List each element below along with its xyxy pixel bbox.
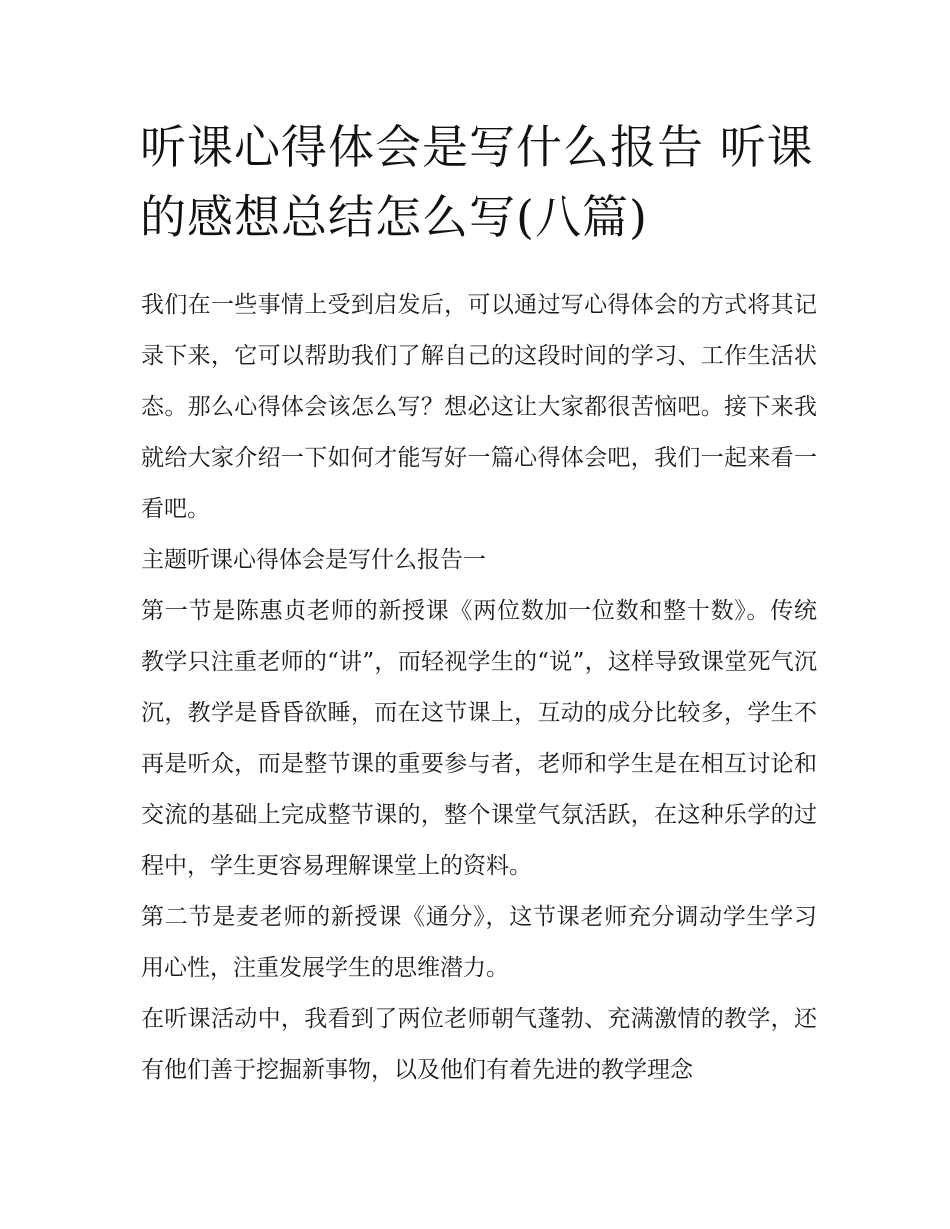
document-title: 听课心得体会是写什么报告 听课的感想总结怎么写(八篇) xyxy=(140,120,814,244)
body-paragraph: 在听课活动中，我看到了两位老师朝气蓬勃、充满激情的教学，还有他们善于挖掘新事物，以及他们有着先进的教学理念 xyxy=(141,1006,817,1083)
document-body xyxy=(141,280,817,1096)
body-paragraph: 第一节是陈惠贞老师的新授课《两位数加一位数和整十数》。传统教学只注重老师的“讲”，而轻视学生的“说”，这样导致课堂死气沉沉，教学是昏昏欲睡，而在这节课上，互动的成分比较多，学生不再是听众，而是整节课的重要参与者，老师和学生是在相互讨论和交流的基础上完成整节课的，整个课堂气氛活跃，在这种乐学的过程中，学生更容易理解课堂上的资料。 xyxy=(141,598,817,879)
body-paragraph: 第二节是麦老师的新授课《通分》，这节课老师充分调动学生学习用心性，注重发展学生的思维潜力。 xyxy=(141,904,817,981)
intro-paragraph: 我们在一些事情上受到启发后，可以通过写心得体会的方式将其记录下来，它可以帮助我们了解自己的这段时间的学习、工作生活状态。那么心得体会该怎么写？想必这让大家都很苦恼吧。接下来我就给大家介绍一下如何才能写好一篇心得体会吧，我们一起来看一看吧。 xyxy=(141,292,817,522)
section-heading: 主题听课心得体会是写什么报告一 xyxy=(141,547,486,573)
